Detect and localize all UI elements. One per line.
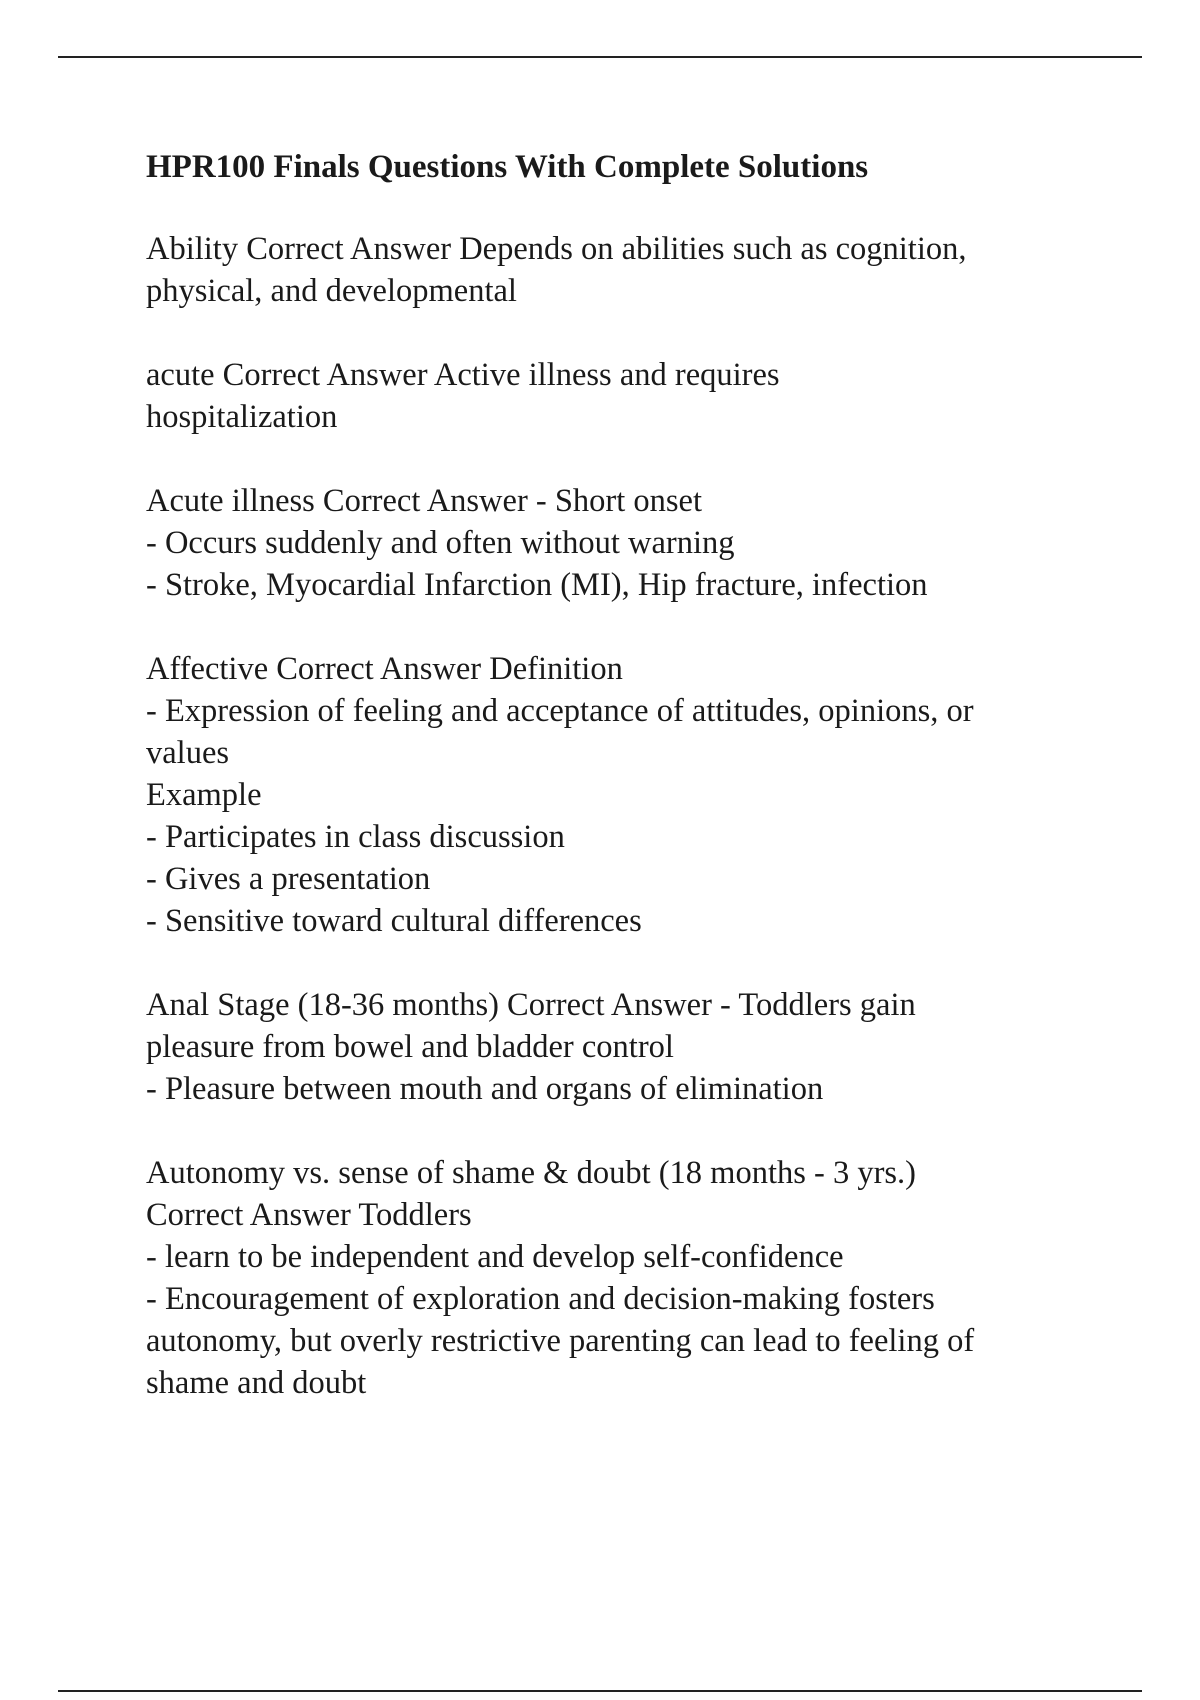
- entry-line: - Participates in class discussion: [146, 819, 565, 855]
- entry-line: - learn to be independent and develop self-confidence: [146, 1239, 844, 1275]
- entry-line: autonomy, but overly restrictive parenting can lead to feeling of: [146, 1323, 975, 1359]
- footer-rule: [58, 1690, 1142, 1692]
- entry-line: pleasure from bowel and bladder control: [146, 1029, 674, 1065]
- entry-line: values: [146, 735, 230, 771]
- entry-line: - Gives a presentation: [146, 861, 431, 897]
- entry-line: - Sensitive toward cultural differences: [146, 903, 642, 939]
- entry-line: Acute illness Correct Answer - Short onset: [146, 483, 703, 519]
- entry-line: hospitalization: [146, 399, 338, 435]
- entry-line: - Expression of feeling and acceptance of attitudes, opinions, or: [146, 693, 974, 729]
- qa-entry-autonomy: [146, 1152, 1096, 1404]
- entry-line: shame and doubt: [146, 1365, 367, 1401]
- qa-entry-affective: [146, 648, 1096, 942]
- entry-line: Autonomy vs. sense of shame & doubt (18 months - 3 yrs.): [146, 1155, 917, 1191]
- entry-line: - Occurs suddenly and often without warning: [146, 525, 735, 561]
- entry-line: physical, and developmental: [146, 273, 517, 309]
- entry-line: - Pleasure between mouth and organs of elimination: [146, 1071, 824, 1107]
- entry-line: - Encouragement of exploration and decision-making fosters: [146, 1281, 935, 1317]
- qa-entry-anal-stage: [146, 984, 1096, 1110]
- entry-line: Anal Stage (18-36 months) Correct Answer - Toddlers gain: [146, 987, 916, 1023]
- qa-entry-ability: [146, 228, 1096, 312]
- qa-entry-acute: [146, 354, 1096, 438]
- header-rule: [58, 56, 1142, 58]
- entry-line: Affective Correct Answer Definition: [146, 651, 623, 687]
- entry-line: acute Correct Answer Active illness and requires: [146, 357, 780, 393]
- entry-line: Example: [146, 777, 262, 813]
- qa-entry-acute-illness: [146, 480, 1096, 606]
- entry-line: Ability Correct Answer Depends on abilities such as cognition,: [146, 231, 967, 267]
- entry-line: - Stroke, Myocardial Infarction (MI), Hip fracture, infection: [146, 567, 928, 603]
- document-title: HPR100 Finals Questions With Complete Solutions: [146, 149, 869, 185]
- document-body: [146, 146, 1096, 1446]
- entry-line: Correct Answer Toddlers: [146, 1197, 472, 1233]
